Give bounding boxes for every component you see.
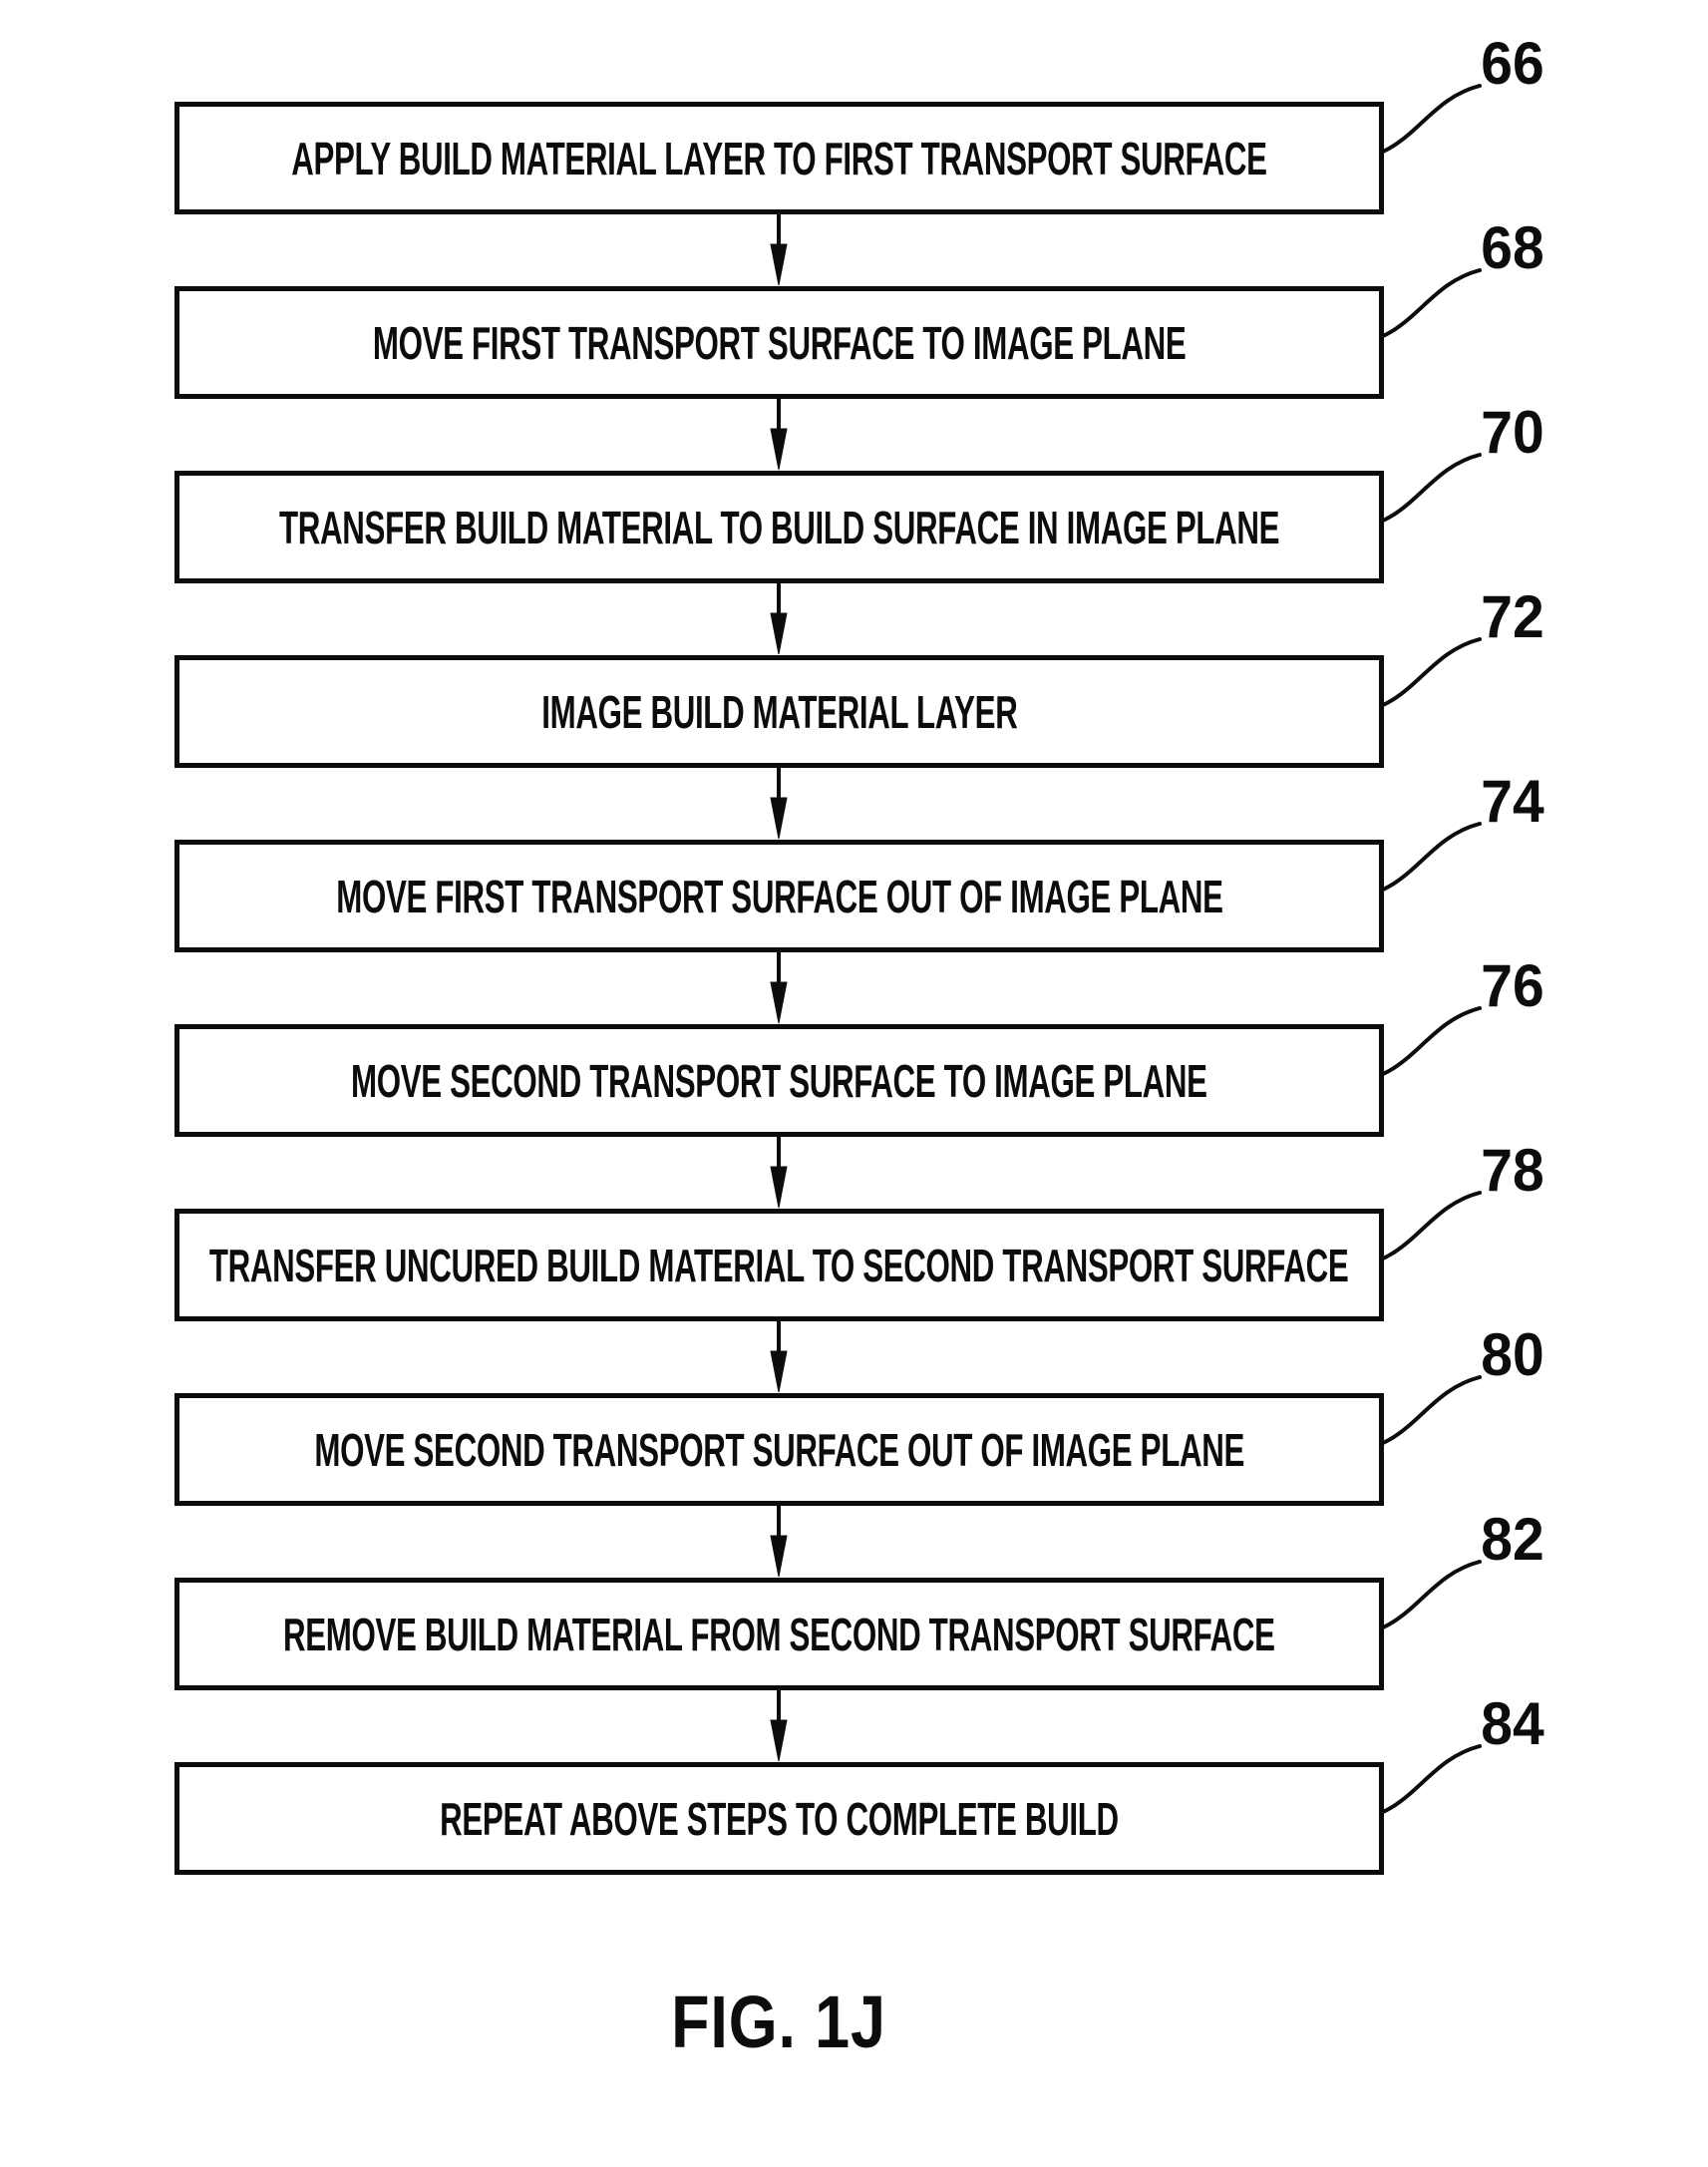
flow-arrow — [771, 214, 787, 285]
step-label: MOVE SECOND TRANSPORT SURFACE TO IMAGE PLANE — [351, 1054, 1207, 1107]
step-label: REMOVE BUILD MATERIAL FROM SECOND TRANSPORT SURFACE — [283, 1608, 1275, 1660]
step-box-move-second-out-of-image-plane — [174, 1393, 1384, 1506]
flow-arrow — [771, 1690, 787, 1761]
step-label: MOVE FIRST TRANSPORT SURFACE TO IMAGE PLANE — [372, 316, 1187, 369]
step-label: IMAGE BUILD MATERIAL LAYER — [540, 685, 1018, 738]
step-box-transfer-build-material — [174, 471, 1384, 583]
ref-number-82: 82 — [1481, 1506, 1544, 1573]
step-box-repeat-steps — [174, 1762, 1384, 1875]
ref-number-68: 68 — [1481, 214, 1544, 281]
ref-number-70: 70 — [1481, 399, 1544, 466]
step-label: TRANSFER BUILD MATERIAL TO BUILD SURFACE IN IMAGE PLANE — [278, 501, 1280, 553]
ref-number-74: 74 — [1481, 768, 1544, 835]
ref-number-72: 72 — [1481, 583, 1544, 650]
step-box-transfer-uncured-build-material — [174, 1209, 1384, 1321]
flow-arrow — [771, 768, 787, 839]
step-box-remove-build-material — [174, 1578, 1384, 1690]
step-label: TRANSFER UNCURED BUILD MATERIAL TO SECOND TRANSPORT SURFACE — [209, 1239, 1349, 1291]
flow-arrow — [771, 1506, 787, 1577]
step-box-move-second-to-image-plane — [174, 1024, 1384, 1137]
flow-arrow — [771, 1137, 787, 1208]
step-box-move-first-to-image-plane — [174, 286, 1384, 399]
ref-number-66: 66 — [1481, 30, 1544, 97]
step-box-image-build-material-layer — [174, 655, 1384, 768]
flow-arrows — [771, 214, 787, 1761]
flow-arrow — [771, 1321, 787, 1392]
flow-arrow — [771, 399, 787, 470]
step-label: REPEAT ABOVE STEPS TO COMPLETE BUILD — [440, 1792, 1119, 1845]
flow-arrow — [771, 952, 787, 1023]
ref-number-78: 78 — [1481, 1137, 1544, 1204]
ref-number-76: 76 — [1481, 952, 1544, 1019]
step-label: APPLY BUILD MATERIAL LAYER TO FIRST TRANSPORT SURFACE — [291, 132, 1267, 184]
figure-caption: FIG. 1J — [671, 1981, 886, 2063]
step-box-apply-build-material — [174, 102, 1384, 214]
step-label: MOVE FIRST TRANSPORT SURFACE OUT OF IMAGE PLANE — [335, 870, 1223, 922]
ref-number-84: 84 — [1481, 1690, 1544, 1757]
ref-number-80: 80 — [1481, 1321, 1544, 1388]
flow-arrow — [771, 583, 787, 654]
step-label: MOVE SECOND TRANSPORT SURFACE OUT OF IMAGE PLANE — [314, 1423, 1244, 1476]
step-box-move-first-out-of-image-plane — [174, 840, 1384, 952]
